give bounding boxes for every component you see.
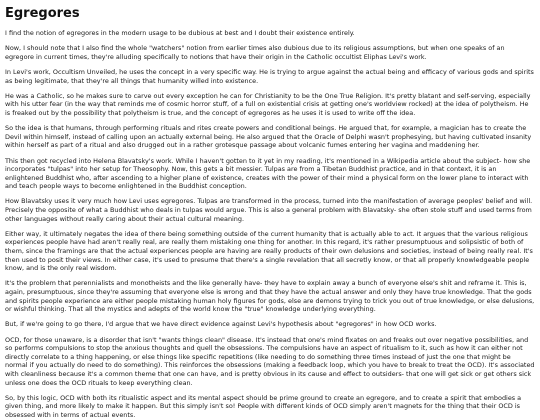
paragraph: So, by this logic, OCD with both its ritualistic aspect and its mental aspect should be prime ground to create an egregore, and to create a spirit that embodies a given thing, and more likely to make it happen. But this simply isn't so! People with different kinds of OCD simply aren't magnets for the thing that their OCD is obsessed with in terms of actual events. xyxy=(5,393,522,419)
paragraph: Now, I should note that I also find the whole "watchers" notion from earlier times also dubious due to its religious assumptions, but when one speaks of an egregore in current times, they're alluding specifically to notions that have their origin in the Catholic occultist Eliphas Levi's work. xyxy=(5,44,505,61)
paragraph: OCD, for those unaware, is a disorder that isn't "wants things clean" disease. It's instead that one's mind fixates on and freaks out over negative possibilities, and so performs compulsions to stop the anxious thoughts and quell the obsessions. The compulsions have an aspect of ritualism to it, such as how it can either not directly correlate to a thing happening, or else things like specific repetitions (like needing to do something three times instead of just the one that might be normal if you actually do need to do something). This reinforces the obsessions (making a feedback loop, which you have to break to treat the OCD). It's associated with cleanliness because it's a common theme that one can have, and is pretty obvious in its cause and effect to outsiders- that one will get sick or get others sick unless one does the OCD rituals to keep everything clean. xyxy=(5,335,535,387)
article-body xyxy=(5,29,535,420)
paragraph: So the idea is that humans, through performing rituals and rites create powers and conditional beings. He argued that, for example, a magician has to create the Devil within himself, instead of calling upon an actually external being. He also argued that the Oracle of Delphi wasn't prophesying, but having cultivated insanity within herself as part of a ritual and also drugged out in a rather grotesque passage about volcanic fumes entering her vagina and maddening her. xyxy=(5,124,532,150)
page-title: Egregores xyxy=(5,6,80,21)
paragraph: Either way, it ultimately negates the idea of there being something outside of the current humanity that is actually able to act. It argues that the various religious experiences people have had aren't really real, are really them mistaking one thing for another. In this regard, it's rather presumptuous and solipsistic of both of them, since the framings are that the actual experiences people are having are really products of their own delusions and societies, instead of being really real. It's then used to posit their views. In either case, it's used to presume that there's a single revelation that all secretly know, or that all properly knowledgeable people know, and is the only real wisdom. xyxy=(5,229,533,273)
paragraph: In Levi's work, Occultism Unveiled, he uses the concept in a very specific way. He is trying to argue against the actual being and efficacy of various gods and spirits as being legitimate, that they're all things that humanity willed into existence. xyxy=(5,67,534,85)
paragraph: How Blavatsky uses it very much how Levi uses egregores. Tulpas are transformed in the process, turned into the manifestation of average peoples' belief and will. Precisely the opposite of what a Buddhist who deals in tulpas would argue. This is also a general problem with Blavatsky- she often stole stuff and used terms from other languages without really caring about their actual cultural meaning. xyxy=(5,197,533,223)
paragraph: He was a Catholic, so he makes sure to carve out every exception he can for Christianity to be the One True Religion. It's pretty blatant and self-serving, especially with his utter fear (in the way that reminds me of cosmic horror stuff, of a full on existential crisis at getting one's worldview rocked) at the idea of polytheism. He is freaked out by the possibility that polytheism is true, and the concept of egregores as he uses it is used to write off the idea. xyxy=(5,91,531,117)
paragraph: It's the problem that perennialists and monotheists and the like generally have- they have to explain away a bunch of everyone else's shit and reframe it. This is, again, presumptuous, since they're assuming that everyone else is wrong and that they have the actual answer and only they have true knowledge. That the gods and spirits people experience are either people mistaking human holy figures for gods, else are demons trying to trick you out of true knowledge, or else delusions, or wishful thinking. That all the mystics and adepts of the world know the "true" knowledge underlying everything. xyxy=(5,279,535,314)
paragraph: This then got recycled into Helena Blavatsky's work. While I haven't gotten to it yet in my reading, it's mentioned in a Wikipedia article about the subject- how she incorporates "tulpas" into her setup for Theosophy. Now, this gets a bit messier. Tulpas are from a Tibetan Buddhist practice, and in that context, it is an enlightened Buddhist who, after ascending to a higher plane of existence, creates with the power of their mind a physical form on the lower plane to interact with and teach people ways to become enlightened in the Buddhist conception. xyxy=(5,156,531,191)
paragraph: But, if we're going to go there, I'd argue that we have direct evidence against Levi's hypothesis about "egregores" in how OCD works. xyxy=(5,320,437,329)
paragraph: I find the notion of egregores in the modern usage to be dubious at best and I doubt their existence entirely. xyxy=(5,29,355,37)
